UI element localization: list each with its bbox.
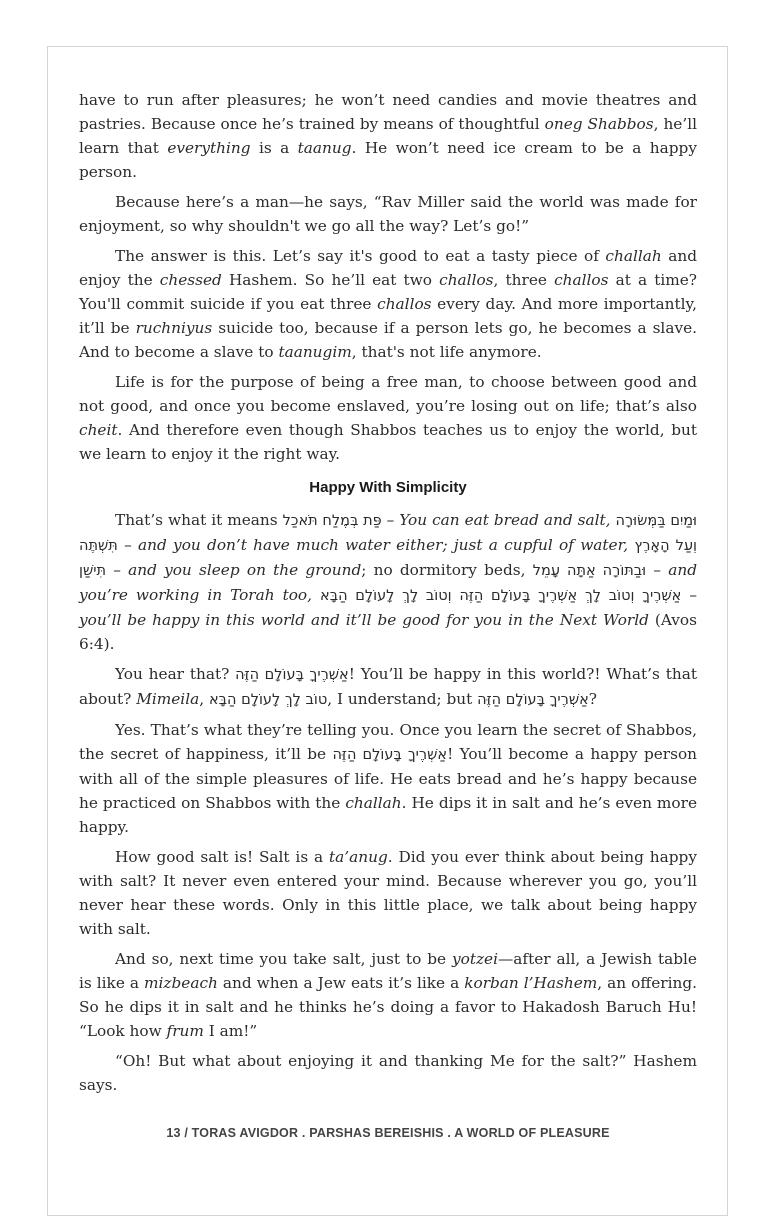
text: Life is for the purpose of being a free man, to choose between good and not good, and once you become enslaved, you’re losing out on life; that’s also — [79, 373, 697, 415]
italic-text: challah — [345, 794, 402, 812]
text: Because here’s a man—he says, “Rav Miller said the world was made for enjoyment, so why shouldn't we go all the way? Let’s go!” — [79, 193, 697, 235]
text: . He won’t need ice cream to be a happy person. — [79, 139, 697, 181]
text: How good salt is! Salt is a — [115, 848, 329, 866]
text: —after all, a Jewish table is like a — [79, 950, 697, 992]
page-body — [79, 88, 697, 1103]
text: ! You’ll be happy in this world?! What’s that about? — [79, 665, 697, 708]
hebrew-quote: אַשְׁרֶיךָ וְטוֹב לָךְ אַשְׁרֶיךָ בָּעוֹלָם הַזֶּה וְטוֹב לָךְ לָעוֹלָם הַבָּא — [320, 588, 682, 604]
italic-text: taanugim — [278, 343, 352, 361]
hebrew-quote: טוֹב לָךְ לָעוֹלָם הַבָּא — [208, 692, 328, 708]
text: at a time? You'll commit suicide if you eat three — [79, 271, 697, 313]
text: I am!” — [203, 1022, 258, 1040]
italic-text: – You can eat bread and salt, — [381, 511, 616, 529]
italic-text: ruchniyus — [135, 319, 213, 337]
italic-text: – and you’re working in Torah too, — [79, 561, 697, 604]
italic-text: challah — [605, 247, 662, 265]
italic-text: everything — [167, 139, 251, 157]
text: The answer is this. Let’s say it's good to eat a tasty piece of — [115, 247, 606, 265]
text: ! You’ll become a happy person with all of the simple pleasures of life. He eats bread and he’s happy because he practiced on Shabbos with the — [79, 745, 698, 812]
text: (Avos 6:4). — [79, 611, 697, 653]
italic-text: cheit — [79, 421, 118, 439]
text: . Did you ever think about being happy with salt? It never even entered your mind. Because wherever you go, you’ll never hear these words. Only in this little place, we talk about being happy with salt. — [79, 848, 697, 938]
text: and enjoy the — [79, 247, 697, 289]
hebrew-quote: וְעַל הָאָרֶץ תִּישַׁן — [79, 538, 697, 579]
italic-text: frum — [166, 1022, 204, 1040]
text: You hear that? — [115, 665, 236, 683]
text: . And therefore even though Shabbos teaches us to enjoy the world, but we learn to enjoy it the right way. — [79, 421, 697, 463]
italic-text: challos — [377, 295, 432, 313]
italic-text: – and you don’t have much water either; just a cupful of water, — [117, 536, 635, 554]
italic-text: challos — [554, 271, 609, 289]
text: ; no dormitory beds, — [361, 561, 533, 579]
hebrew-quote: אַשְׁרֶיךָ בָּעוֹלָם הַזֶּה — [332, 747, 448, 763]
text: . He dips it in salt and he’s even more happy. — [79, 794, 697, 836]
text: That’s what it means — [115, 511, 283, 529]
hebrew-quote: אַשְׁרֶיךָ בָּעוֹלָם הַזֶּה — [235, 667, 349, 683]
paragraph — [79, 244, 697, 364]
text: , I understand; but — [327, 690, 478, 708]
hebrew-quote: וּבַתּוֹרָה אַתָּה עָמֵל — [532, 563, 647, 579]
text: , three — [493, 271, 555, 289]
text: , an offering. So he dips it in salt and he thinks he’s doing a favor to Hakadosh Baruch Hu! “Look how — [79, 974, 697, 1040]
section-heading: Happy With Simplicity — [309, 479, 467, 496]
hebrew-quote: פַּת בְּמֶלַח תֹּאכַל — [282, 513, 382, 529]
paragraph — [79, 662, 697, 712]
hebrew-quote: וּמַיִם בַּמְּשׂוּרָה תִּשְׁתֶּה — [79, 513, 697, 554]
paragraph — [79, 190, 697, 238]
italic-text: taanug — [297, 139, 352, 157]
italic-text: korban l’Hashem — [464, 974, 598, 992]
text: And so, next time you take salt, just to be — [115, 950, 452, 968]
italic-text: yotzei — [451, 950, 498, 968]
text: , — [199, 690, 209, 708]
text: suicide too, because if a person lets go, he becomes a slave. And to become a slave to — [79, 319, 697, 361]
italic-text: oneg Shabbos — [544, 115, 654, 133]
text: “Oh! But what about enjoying it and thanking Me for the salt?” Hashem says. — [79, 1052, 697, 1094]
paragraph — [79, 718, 697, 839]
paragraph — [79, 1049, 697, 1097]
text: have to run after pleasures; he won’t need candies and movie theatres and pastries. Because once he’s trained by means of thoughtful — [79, 91, 697, 133]
paragraph — [79, 947, 697, 1043]
hebrew-quote: אַשְׁרֶיךָ בָּעוֹלָם הַזֶּה — [477, 692, 589, 708]
text: is a — [250, 139, 298, 157]
text: , he’ll learn that — [79, 115, 697, 157]
body-paragraphs-after — [79, 508, 697, 1097]
paragraph — [79, 88, 697, 184]
paragraph — [79, 370, 697, 466]
italic-text: mizbeach — [144, 974, 218, 992]
text: , that's not life anymore. — [351, 343, 542, 361]
text: every day. And more importantly, it’ll be — [79, 295, 698, 337]
text: and when a Jew eats it’s like a — [217, 974, 465, 992]
page-footer: 13 / TORAS AVIGDOR . PARSHAS BEREISHIS . A WORLD OF PLEASURE — [166, 1126, 610, 1140]
text: Yes. That’s what they’re telling you. Once you learn the secret of Shabbos, the secret of happiness, it’ll be — [79, 721, 697, 763]
text: Hashem. So he’ll eat two — [221, 271, 440, 289]
italic-text: ta’anug — [329, 848, 388, 866]
body-paragraphs-before — [79, 88, 697, 466]
italic-text: chessed — [159, 271, 222, 289]
paragraph — [79, 845, 697, 941]
italic-text: – and you sleep on the ground — [106, 561, 362, 579]
text: ? — [588, 690, 597, 708]
paragraph — [79, 508, 697, 656]
italic-text: – you’ll be happy in this world and it’ll be good for you in the Next World — [79, 586, 697, 629]
italic-text: Mimeila — [136, 690, 200, 708]
italic-text: challos — [439, 271, 494, 289]
